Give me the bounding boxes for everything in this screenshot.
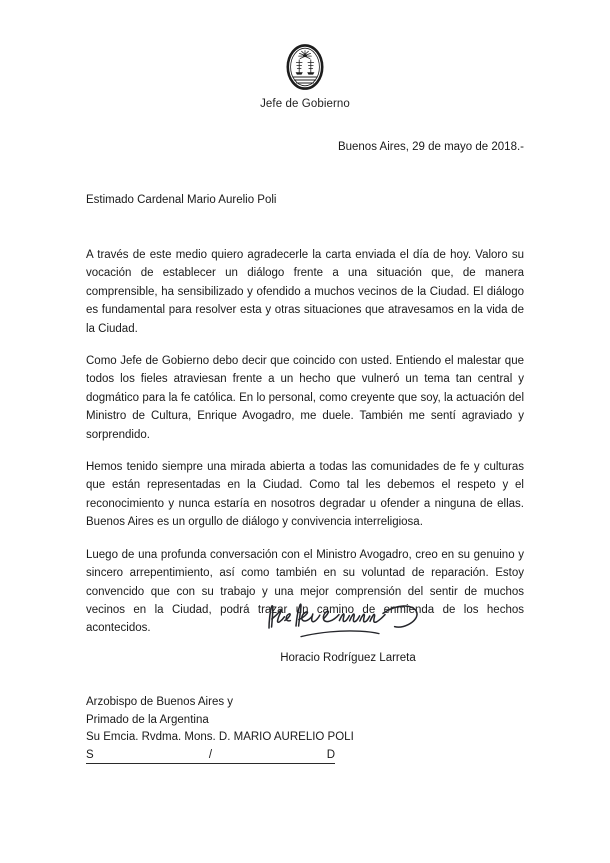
letterhead <box>0 44 610 110</box>
delivery-line-right: D <box>326 749 335 761</box>
recipient-block <box>86 694 506 747</box>
recipient-line: Su Emcia. Rvdma. Mons. D. MARIO AURELIO POLI <box>86 731 354 743</box>
letterhead-title: Jefe de Gobierno <box>260 98 350 110</box>
body-paragraph: Hemos tenido siempre una mirada abierta a todas las comunidades de fe y culturas que están representadas en la Ciudad. Como tal les debemos el respeto y el reconocimiento y nunca estaría en nosotros degradar u ofender a ninguna de ellas. Buenos Aires es un orgullo de diálogo y convivencia interreligiosa. <box>86 461 524 529</box>
signature-name: Horacio Rodríguez Larreta <box>280 652 416 664</box>
recipient-line: Primado de la Argentina <box>86 713 209 726</box>
letter-body <box>86 246 524 638</box>
handwritten-signature-icon <box>263 592 433 650</box>
delivery-line-left: S <box>86 749 94 761</box>
body-paragraph: Luego de una profunda conversación con el Ministro Avogadro, creo en su genuino y sincero arrepentimiento, así como también en su voluntad de reparación. Estoy convencido que con su trabajo y una mejor comprensión del sentir de muchos vecinos en la Ciudad, podrá trazar un camino de enmienda de los hechos acontecidos. <box>86 548 524 635</box>
signature-block <box>0 592 610 664</box>
buenos-aires-city-coat-of-arms-icon <box>286 44 324 90</box>
body-paragraph: Como Jefe de Gobierno debo decir que coincido con usted. Entiendo el malestar que todos los fieles atraviesan frente a un hecho que vulneró un tema tan central y dogmático para la fe católica. En lo personal, como creyente que soy, la actuación del Ministro de Cultura, Enrique Avogadro, me duele. También me sentí agraviado y sorprendido. <box>86 355 524 441</box>
recipient-line: Arzobispo de Buenos Aires y <box>86 696 234 708</box>
delivery-line <box>86 746 335 764</box>
salutation: Estimado Cardenal Mario Aurelio Poli <box>86 194 277 206</box>
delivery-line-slash: / <box>208 749 213 761</box>
date-line: Buenos Aires, 29 de mayo de 2018.- <box>337 141 524 153</box>
body-paragraph: A través de este medio quiero agradecerle la carta enviada el día de hoy. Valoro su vocación de establecer un diálogo frente a una situación que, de manera comprensible, ha sensibilizado y ofendido a muchos vecinos de la Ciudad. El diálogo es fundamental para resolver esta y otras situaciones que atravesamos en la vida de la Ciudad. <box>86 249 524 335</box>
